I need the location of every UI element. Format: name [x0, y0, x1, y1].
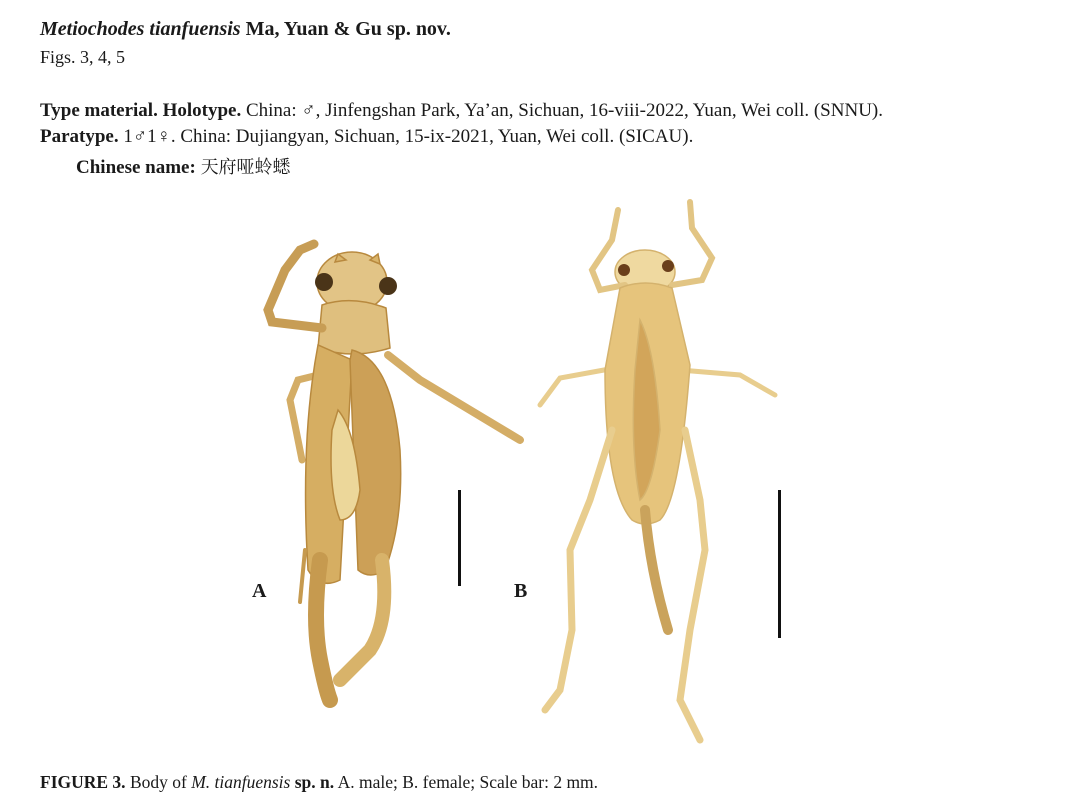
chinese-name: 天府哑蛉蟋: [200, 157, 291, 178]
scale-bar-a: [458, 490, 461, 586]
paratype-line: [40, 126, 693, 148]
paratype-heading: Paratype.: [40, 126, 119, 147]
holotype-text: China: ♂, Jinfengshan Park, Ya’an, Sichuan, 16-viii-2022, Yuan, Wei coll. (SNNU).: [245, 100, 883, 121]
scale-bar-b: [778, 490, 781, 638]
species-title: [40, 18, 451, 41]
male-cricket: [268, 244, 520, 700]
type-material-heading: Type material. Holotype.: [40, 100, 242, 121]
species-name: Metiochodes tianfuensis: [40, 18, 241, 40]
caption-sp-n: sp. n.: [294, 772, 335, 792]
chinese-name-line: [76, 153, 291, 179]
male-specimen-photo: [0, 190, 1080, 760]
holotype-line: [40, 100, 883, 122]
paratype-text: 1♂1♀. China: Dujiangyan, Sichuan, 15-ix-2021, Yuan, Wei coll. (SICAU).: [123, 126, 694, 147]
figure-3-plate: [0, 190, 1080, 760]
caption-species: M. tianfuensis: [191, 772, 291, 792]
female-cricket: [540, 202, 775, 740]
caption-text-1: Body of: [129, 772, 187, 792]
figure-reference: Figs. 3, 4, 5: [40, 47, 126, 67]
species-authors: Ma, Yuan & Gu sp. nov.: [245, 18, 451, 40]
chinese-name-label: Chinese name:: [76, 157, 196, 178]
figure-caption: [40, 772, 598, 793]
panel-label-a: A: [252, 580, 267, 602]
caption-label: FIGURE 3.: [40, 772, 126, 792]
caption-text-2: A. male; B. female; Scale bar: 2 mm.: [337, 772, 599, 792]
panel-label-b: B: [514, 580, 528, 602]
